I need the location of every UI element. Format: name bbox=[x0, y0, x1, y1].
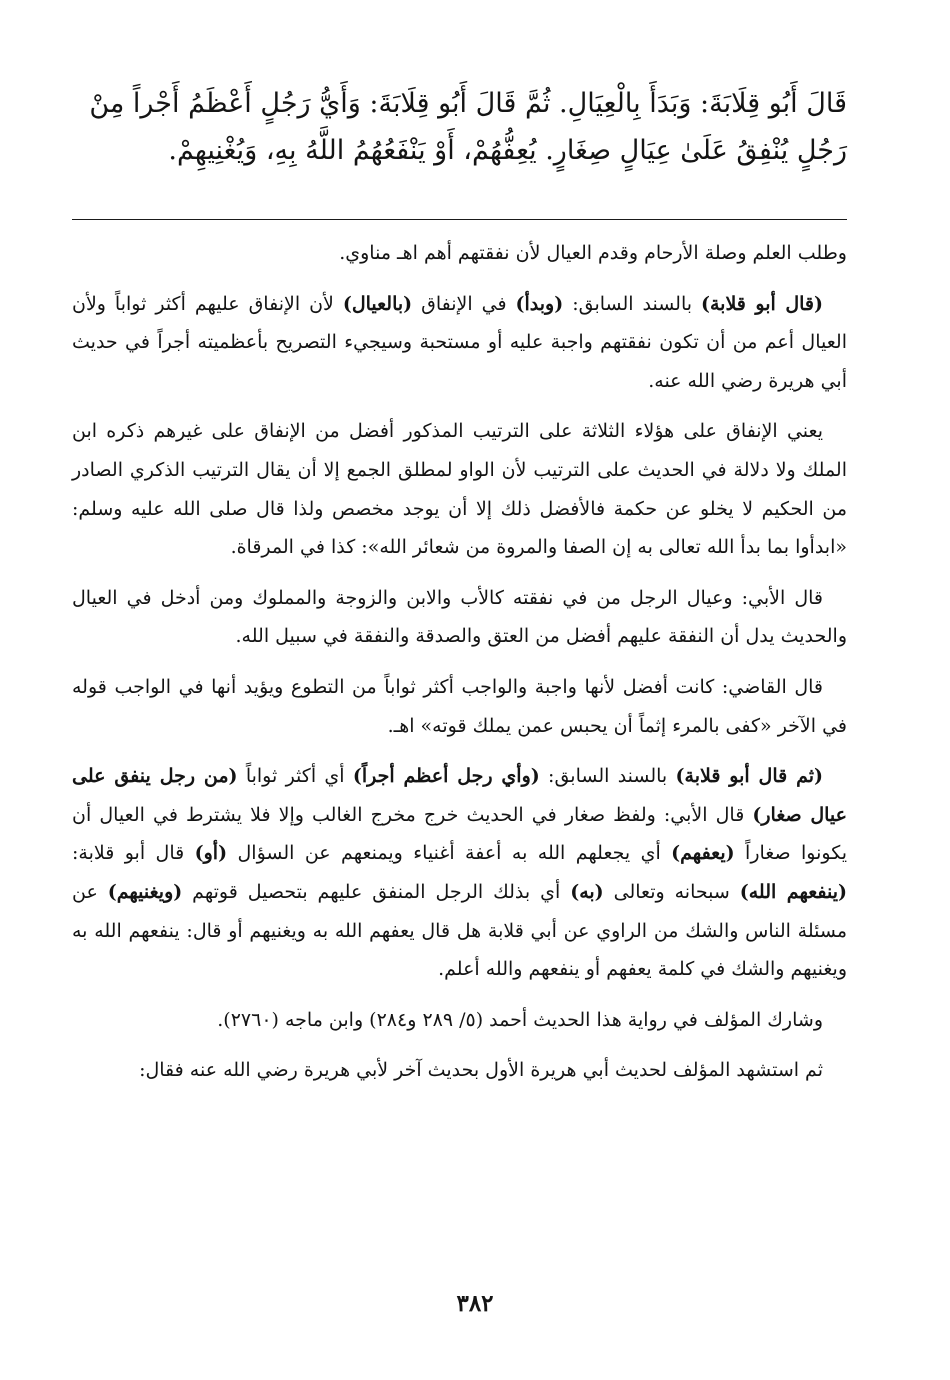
bold-quote: (يعفهم) bbox=[671, 842, 735, 865]
paragraph-text: قال أبو قلابة: bbox=[72, 842, 195, 865]
bold-quote: (قال أبو قلابة) bbox=[700, 292, 823, 315]
bold-quote: (به) bbox=[570, 880, 604, 903]
paragraph-text: في الإنفاق bbox=[412, 292, 516, 315]
bold-quote: (من رجل ينفق على عيال صغار) bbox=[72, 765, 847, 826]
bold-quote: (ويغنيهم) bbox=[107, 880, 183, 903]
bold-quote: (ينفعهم الله) bbox=[739, 880, 847, 903]
page-number: ٣٨٢ bbox=[456, 1290, 494, 1317]
bold-quote: (أو) bbox=[194, 842, 228, 865]
bold-quote: (وبدأ) bbox=[515, 292, 564, 315]
bold-quote: (بالعيال) bbox=[342, 292, 413, 315]
paragraph-1: وطلب العلم وصلة الأرحام وقدم العيال لأن نفقتهم أهم اهـ مناوي. bbox=[339, 242, 847, 264]
paragraph-text: بالسند السابق: bbox=[539, 765, 676, 788]
footnote-divider bbox=[72, 219, 847, 220]
paragraph-text: قال الأبي: ولفظ صغار في الحديث خرج مخرج الغالب وإلا فلا يشترط في العيال أن يكونوا صغاراً bbox=[72, 803, 847, 865]
paragraph-3: يعني الإنفاق على هؤلاء الثلاثة على الترتيب المذكور أفضل من الإنفاق على غيرهم ذكره ابن الملك ولا دلالة في الحديث على الترتيب لأن الواو لمطلق الجمع إلا أن يقال الترتيب الذكري الصادر من الحكيم لا يخلو عن حكمة فالأفضل ذلك إلا أن يوجد مخصص ولذا قال صلى الله عليه وسلم: «ابدأوا بما بدأ الله تعالى به إن الصفا والمروة من شعائر الله»: كذا في المرقاة. bbox=[72, 420, 847, 559]
hadith-text bbox=[72, 80, 847, 174]
bold-quote: (ثم قال أبو قلابة) bbox=[675, 765, 824, 788]
paragraph-7: وشارك المؤلف في رواية هذا الحديث أحمد (٥/ ٢٨٩ و٢٨٤) وابن ماجه (٢٧٦٠). bbox=[217, 1008, 823, 1031]
bold-quote: (وأي رجل أعظم أجراً) bbox=[352, 765, 540, 788]
paragraph-text: أي يجعلهم الله به أعفة أغنياء ويمنعهم عن السؤال bbox=[227, 842, 672, 865]
paragraph-5: قال القاضي: كانت أفضل لأنها واجبة والواجب أكثر ثواباً من التطوع ويؤيد أنها في الواجب قوله في الآخر «كفى بالمرء إثماً أن يحبس عمن يملك قوته» اهـ. bbox=[72, 675, 847, 737]
hadith-line-1: قَالَ أَبُو قِلَابَةَ: وَبَدَأَ بِالْعِيَالِ. ثُمَّ قَالَ أَبُو قِلَابَةَ: وَأَيُّ رَجُلٍ أَعْظَمُ أَجْراً مِنْ bbox=[89, 88, 847, 119]
paragraph-text: لأن الإنفاق عليهم أكثر ثواباً ولأن العيال أعم من أن تكون نفقتهم واجبة عليه أو مستحبة وسيجيء التصريح بأعظميته أجراً في حديث أبي هريرة رضي الله عنه. bbox=[72, 292, 847, 392]
paragraph-6 bbox=[72, 757, 847, 989]
hadith-line-2: رَجُلٍ يُنْفِقُ عَلَىٰ عِيَالٍ صِغَارٍ. يُعِفُّهُمْ، أَوْ يَنْفَعُهُمُ اللَّهُ بِهِ، وَيُغْنِيهِمْ. bbox=[168, 135, 847, 166]
paragraph-4: قال الأبي: وعيال الرجل من في نفقته كالأب والابن والزوجة والمملوك ومن أدخل في العيال والحديث يدل أن النفقة عليهم أفضل من العتق والصدقة والنفقة في سبيل الله. bbox=[72, 586, 847, 648]
paragraph-8: ثم استشهد المؤلف لحديث أبي هريرة الأول بحديث آخر لأبي هريرة رضي الله عنه فقال: bbox=[139, 1059, 823, 1082]
paragraph-text: أي بذلك الرجل المنفق عليهم بتحصيل قوتهم bbox=[182, 880, 571, 903]
paragraph-text: سبحانه وتعالى bbox=[603, 880, 740, 903]
commentary bbox=[72, 234, 847, 1102]
paragraph-2 bbox=[72, 285, 847, 401]
paragraph-text: بالسند السابق: bbox=[563, 292, 701, 315]
paragraph-text: عن مسئلة الناس والشك من الراوي عن أبي قلابة هل قال يعفهم الله به ويغنيهم أو قال: ينفعهم الله به ويغنيهم والشك في كلمة يعفهم أو ينفعهم والله أعلم. bbox=[72, 880, 847, 981]
paragraph-text: أي أكثر ثواباً bbox=[237, 765, 353, 788]
